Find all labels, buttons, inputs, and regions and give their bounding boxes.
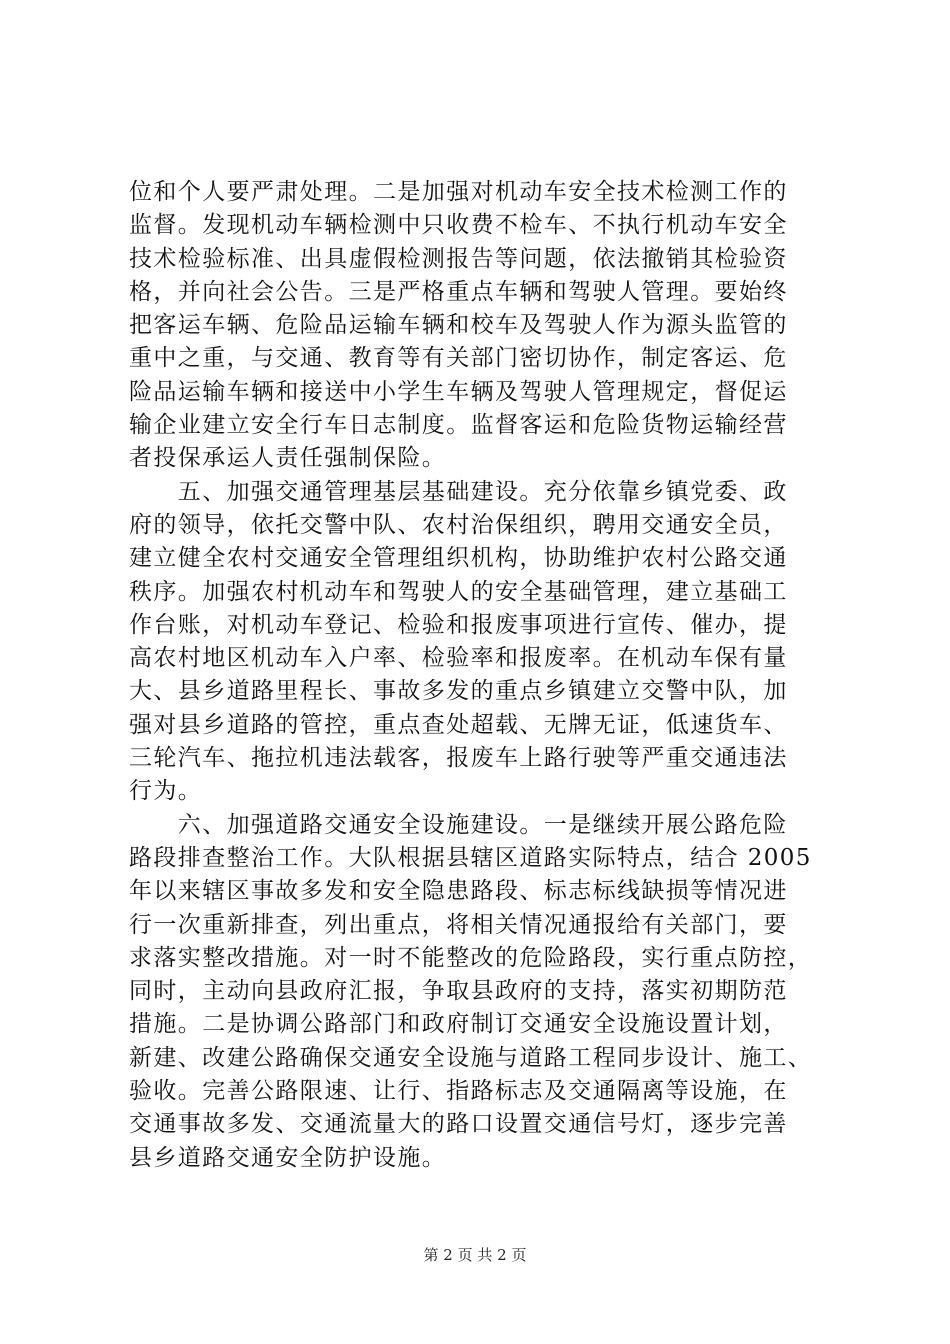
paragraph-1 <box>129 176 835 476</box>
text-line: 建立健全农村交通安全管理组织机构，协助维护农村公路交通 <box>129 545 788 572</box>
text-line: 交通事故多发、交通流量大的路口设置交通信号灯，逐步完善 <box>129 1111 788 1138</box>
text-line: 同时，主动向县政府汇报，争取县政府的支持，落实初期防范 <box>129 978 788 1005</box>
text-line: 强对县乡道路的管控，重点查处超载、无牌无证，低速货车、 <box>129 711 788 738</box>
text-line: 措施。二是协调公路部门和政府制订交通安全设施设置计划， <box>129 1011 788 1038</box>
text-line: 险品运输车辆和接送中小学生车辆及驾驶人管理规定，督促运 <box>129 378 788 405</box>
text-line: 行一次重新排查，列出重点，将相关情况通报给有关部门，要 <box>129 911 788 938</box>
text-line: 求落实整改措施。对一时不能整改的危险路段，实行重点防控， <box>129 944 813 971</box>
paragraph-2 <box>129 476 835 809</box>
text-line: 新建、改建公路确保交通安全设施与道路工程同步设计、施工、 <box>129 1044 813 1071</box>
document-body <box>129 176 835 1175</box>
text-line: 三轮汽车、拖拉机违法载客，报废车上路行驶等严重交通违法 <box>129 745 788 772</box>
page-number-footer: 第 2 页 共 2 页 <box>423 1246 527 1264</box>
text-line: 格，并向社会公告。三是严格重点车辆和驾驶人管理。要始终 <box>129 278 788 305</box>
text-line: 位和个人要严肃处理。二是加强对机动车安全技术检测工作的 <box>129 179 788 205</box>
text-line: 重中之重，与交通、教育等有关部门密切协作，制定客运、危 <box>129 345 788 372</box>
text-line: 大、县乡道路里程长、事故多发的重点乡镇建立交警中队，加 <box>129 678 788 705</box>
text-line: 六、加强道路交通安全设施建设。一是继续开展公路危险 <box>129 811 788 838</box>
text-line: 验收。完善公路限速、让行、指路标志及交通隔离等设施，在 <box>129 1078 788 1105</box>
text-line: 高农村地区机动车入户率、检验率和报废率。在机动车保有量 <box>129 645 788 672</box>
paragraph-3 <box>129 809 835 1175</box>
text-line: 秩序。加强农村机动车和驾驶人的安全基础管理，建立基础工 <box>129 578 788 605</box>
text-line: 年以来辖区事故多发和安全隐患路段、标志标线缺损等情况进 <box>129 878 788 905</box>
text-line: 监督。发现机动车辆检测中只收费不检车、不执行机动车安全 <box>129 212 788 239</box>
text-line: 者投保承运人责任强制保险。 <box>129 445 447 472</box>
text-line: 行为。 <box>129 778 203 805</box>
text-line: 路段排查整治工作。大队根据县辖区道路实际特点，结合 2005 <box>129 844 812 871</box>
text-line: 府的领导，依托交警中队、农村治保组织，聘用交通安全员， <box>129 511 788 538</box>
text-line: 县乡道路交通安全防护设施。 <box>129 1144 447 1171</box>
text-line: 把客运车辆、危险品运输车辆和校车及驾驶人作为源头监管的 <box>129 312 788 339</box>
text-line: 输企业建立安全行车日志制度。监督客运和危险货物运输经营 <box>129 412 788 439</box>
text-line: 技术检验标准、出具虚假检测报告等问题，依法撤销其检验资 <box>129 245 788 272</box>
text-line: 作台账，对机动车登记、检验和报废事项进行宣传、催办，提 <box>129 611 788 638</box>
text-line: 五、加强交通管理基层基础建设。充分依靠乡镇党委、政 <box>129 478 788 505</box>
